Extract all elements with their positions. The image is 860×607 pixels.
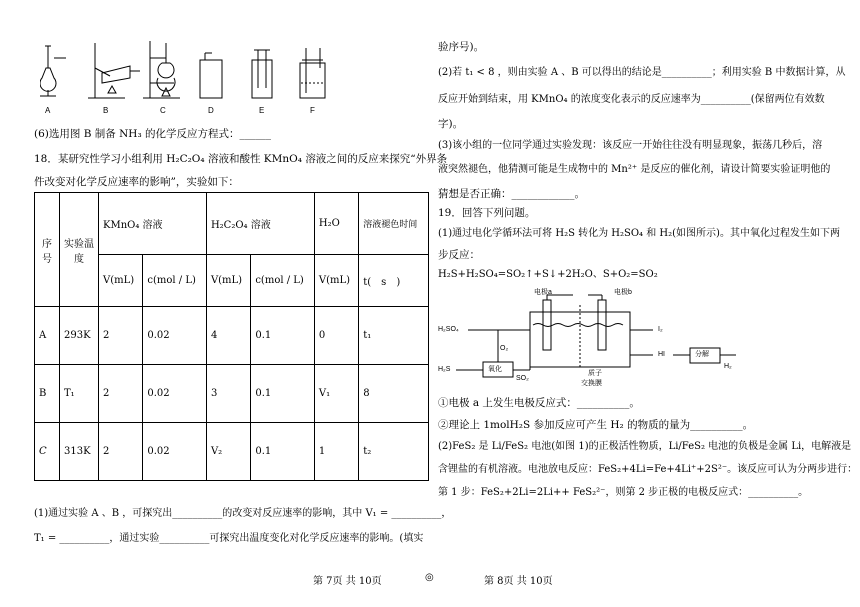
right-line-1: 验序号)。 xyxy=(438,41,485,53)
apparatus-label-b: B xyxy=(103,106,109,115)
cell-c2: 0.1 xyxy=(251,307,315,365)
right-line-9: (1)通过电化学循环法可将 H₂S 转化为 H₂SO₄ 和 H₂(如图所示)。其中氧化过程发生如下两 xyxy=(438,228,840,239)
cell-c1: 0.02 xyxy=(143,423,207,481)
cell-id: A xyxy=(35,307,60,365)
header-time: 溶液褪色时间 xyxy=(359,193,429,255)
label-o2: O₂ xyxy=(500,345,509,352)
cell-c2: 0.1 xyxy=(251,423,315,481)
cell-c1: 0.02 xyxy=(143,365,207,423)
label-h2: H₂ xyxy=(724,363,732,370)
label-membrane-1: 质子 xyxy=(588,370,602,377)
label-hi: HI xyxy=(658,351,665,358)
cell-id: B xyxy=(35,365,60,423)
right-line-5: (3)该小组的一位同学通过实验发现：该反应一开始往往没有明显现象，振荡几秒后，溶 xyxy=(438,140,823,151)
cell-id: C xyxy=(35,423,60,481)
apparatus-figure xyxy=(40,38,360,120)
right-line-4: 字)。 xyxy=(438,118,464,130)
cell-temp: T₁ xyxy=(60,365,99,423)
question-18-intro-line2: 件改变对化学反应速率的影响”，实验如下： xyxy=(34,176,239,188)
cell-v1: 2 xyxy=(99,423,143,481)
sub-h2o-v: V(mL) xyxy=(314,255,358,307)
cell-v2: 3 xyxy=(206,365,250,423)
right-line-14: (2)FeS₂ 是 Li/FeS₂ 电池(如图 1)的正极活性物质，Li/FeS₂ 电池的负极是金属 Li，电解液是 xyxy=(438,441,852,452)
table-row-c xyxy=(35,423,429,481)
apparatus-drawing xyxy=(40,38,360,108)
table-row-a xyxy=(35,307,429,365)
cell-t: t₂ xyxy=(359,423,429,481)
cell-v2: V₂ xyxy=(206,423,250,481)
header-seq: 序号 xyxy=(35,193,60,307)
sub-time-t: t( s ) xyxy=(359,255,429,307)
cell-temp: 293K xyxy=(60,307,99,365)
right-line-12: ①电极 a 上发生电极反应式：__________。 xyxy=(438,397,640,409)
label-h2s: H₂S xyxy=(438,366,451,373)
cell-v2: 4 xyxy=(206,307,250,365)
cell-v1: 2 xyxy=(99,365,143,423)
apparatus-label-a: A xyxy=(45,106,51,115)
right-line-6: 液突然褪色，他猜测可能是生成物中的 Mn²⁺ 是反应的催化剂，请设计简要实验证明他的 xyxy=(438,164,831,175)
header-kmno4: KMnO₄ 溶液 xyxy=(99,193,207,255)
label-so2: SO₂ xyxy=(516,375,529,382)
apparatus-label-c: C xyxy=(160,106,166,115)
right-line-11: H₂S+H₂SO₄=SO₂↑+S↓+2H₂O、S+O₂=SO₂ xyxy=(438,269,658,280)
question-18-1-line1: (1)通过实验 A 、B ，可探究出__________的改变对反应速率的影响，其中 V₁ = __________， xyxy=(34,508,452,519)
page-number-left: 第 7页 共 10页 xyxy=(313,576,382,587)
header-temp: 实验温度 xyxy=(60,193,99,307)
right-line-3: 反应开始到结束，用 KMnO₄ 的浓度变化表示的反应速率为__________(保留两位有效数 xyxy=(438,94,825,105)
footer-mark: ◎ xyxy=(425,572,434,583)
apparatus-label-d: D xyxy=(208,106,214,115)
header-h2c2o4: H₂C₂O₄ 溶液 xyxy=(206,193,314,255)
label-h2so4: H₂SO₄ xyxy=(438,326,459,333)
label-i2: I₂ xyxy=(658,326,663,333)
cell-vw: V₁ xyxy=(314,365,358,423)
cell-t: 8 xyxy=(359,365,429,423)
page-number-right: 第 8页 共 10页 xyxy=(484,576,553,587)
header-h2o: H₂O xyxy=(314,193,358,255)
experiment-table xyxy=(34,192,429,481)
cell-c1: 0.02 xyxy=(143,307,207,365)
label-membrane-2: 交换膜 xyxy=(581,380,602,387)
right-line-7: 猜想是否正确：____________。 xyxy=(438,188,585,200)
cell-t: t₁ xyxy=(359,307,429,365)
right-line-15: 含锂盐的有机溶液。电池放电反应：FeS₂+4Li=Fe+4Li⁺+2S²⁻。该反应可认为分两步进行： xyxy=(438,464,858,475)
sub-h2c2o4-v: V(mL) xyxy=(206,255,250,307)
apparatus-label-f: F xyxy=(310,106,315,115)
right-line-10: 步反应： xyxy=(438,249,480,261)
sub-h2c2o4-c: c(mol / L) xyxy=(251,255,315,307)
question-18-1-line2: T₁ = __________，通过实验__________可探究出温度变化对化学反应速率的影响。(填实 xyxy=(34,533,424,544)
cell-c2: 0.1 xyxy=(251,365,315,423)
label-electrode-a: 电极a xyxy=(534,289,552,296)
sub-kmno4-v: V(mL) xyxy=(99,255,143,307)
right-line-2: (2)若 t₁ < 8 ，则由实验 A 、B 可以得出的结论是__________；利用实验 B 中数据计算，从 xyxy=(438,67,846,78)
right-line-13: ②理论上 1molH₂S 参加反应可产生 H₂ 的物质的量为__________。 xyxy=(438,419,754,431)
table-row-b xyxy=(35,365,429,423)
apparatus-label-e: E xyxy=(259,106,265,115)
label-oxidize: 氧化 xyxy=(488,366,502,373)
cell-vw: 1 xyxy=(314,423,358,481)
label-decompose: 分解 xyxy=(695,351,709,358)
cell-vw: 0 xyxy=(314,307,358,365)
question-18-intro-line1: 18．某研究性学习小组利用 H₂C₂O₄ 溶液和酸性 KMnO₄ 溶液之间的反应来探究“外界条 xyxy=(34,153,448,165)
question-19-title: 19．回答下列问题。 xyxy=(438,207,536,219)
right-line-16: 第 1 步：FeS₂+2Li=2Li++ FeS₂²⁻，则第 2 步正极的电极反应式：__________。 xyxy=(438,487,809,498)
electrochemical-diagram xyxy=(438,290,738,390)
cell-temp: 313K xyxy=(60,423,99,481)
cell-v1: 2 xyxy=(99,307,143,365)
label-electrode-b: 电极b xyxy=(614,289,632,296)
sub-kmno4-c: c(mol / L) xyxy=(143,255,207,307)
question-6-text: (6)选用图 B 制备 NH₃ 的化学反应方程式：______ xyxy=(34,128,271,140)
